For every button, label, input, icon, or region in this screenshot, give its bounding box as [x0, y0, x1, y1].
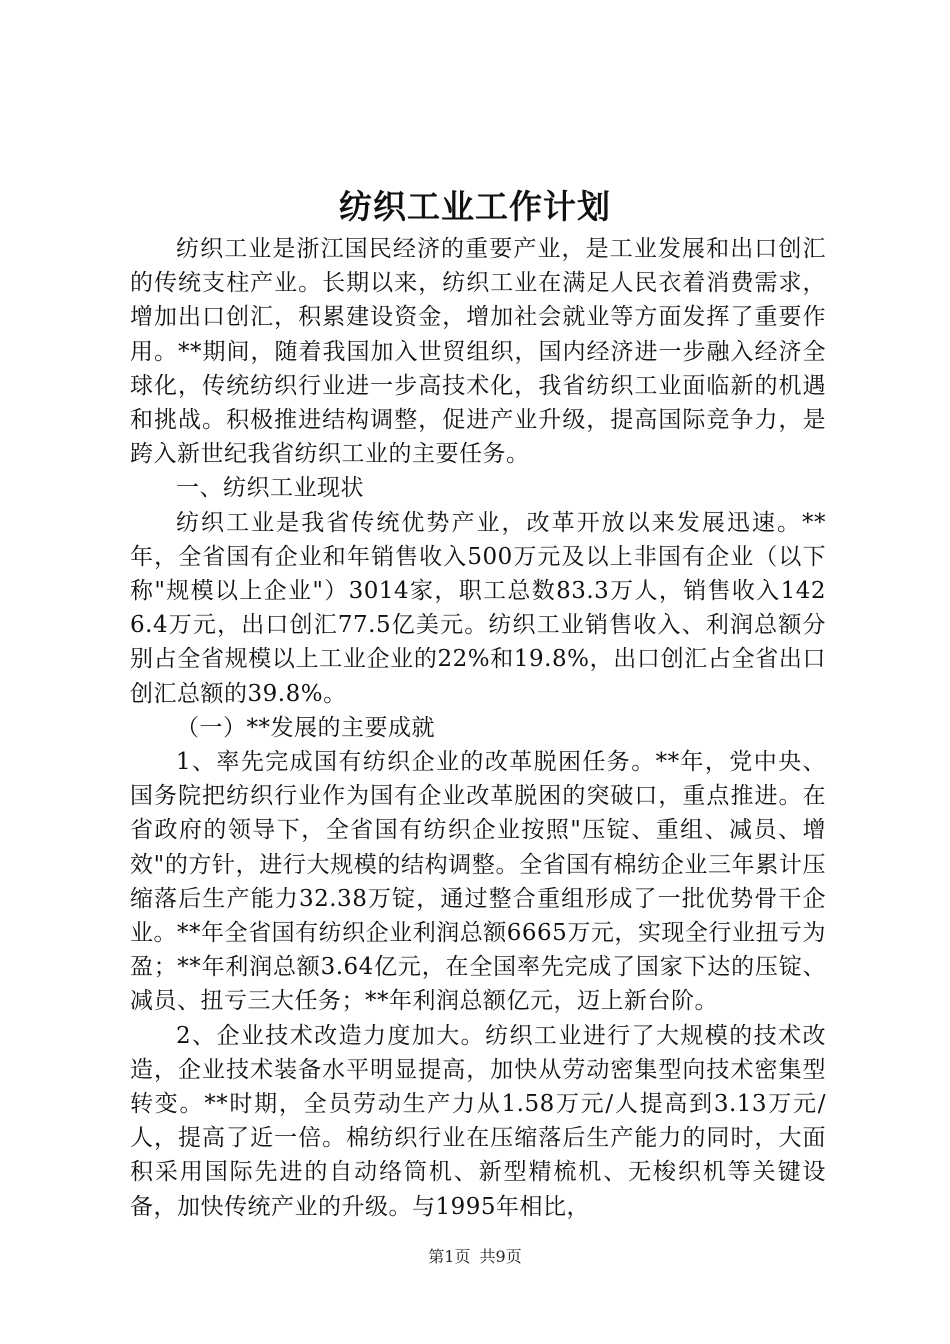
document-title: 纺织工业工作计划	[339, 187, 611, 226]
page-footer	[0, 1246, 950, 1268]
document-body	[130, 232, 826, 1224]
subsection-heading-achievements: （一）**发展的主要成就	[176, 714, 435, 741]
page-number: 第1页	[428, 1247, 471, 1266]
intro-paragraph: 纺织工业是浙江国民经济的重要产业，是工业发展和出口创汇的传统支柱产业。长期以来，纺织工业在满足人民衣着消费需求，增加出口创汇，积累建设资金，增加社会就业等方面发挥了重要作用。**期间，随着我国加入世贸组织，国内经济进一步融入经济全球化，传统纺织行业进一步高技术化，我省纺织工业面临新的机遇和挑战。积极推进结构调整，促进产业升级，提高国际竞争力，是跨入新世纪我省纺织工业的主要任务。	[130, 236, 826, 468]
section-heading-status: 一、纺织工业现状	[176, 475, 364, 502]
achievement-paragraph-2: 2、企业技术改造力度加大。纺织工业进行了大规模的技术改造，企业技术装备水平明显提高，加快从劳动密集型向技术密集型转变。**时期，全员劳动生产力从1.58万元/人提高到3.13万元/人，提高了近一倍。棉纺织行业在压缩落后生产能力的同时，大面积采用国际先进的自动络筒机、新型精梳机、无梭织机等关键设备，加快传统产业的升级。与1995年相比，	[130, 1022, 826, 1220]
achievement-paragraph-1: 1、率先完成国有纺织企业的改革脱困任务。**年，党中央、国务院把纺织行业作为国有企业改革脱困的突破口，重点推进。在省政府的领导下，全省国有纺织企业按照"压锭、重组、减员、增效"的方针，进行大规模的结构调整。全省国有棉纺企业三年累计压缩落后生产能力32.38万锭，通过整合重组形成了一批优势骨干企业。**年全省国有纺织企业利润总额6665万元，实现全行业扭亏为盈；**年利润总额3.64亿元，在全国率先完成了国家下达的压锭、减员、扭亏三大任务；**年利润总额亿元，迈上新台阶。	[130, 749, 826, 1015]
status-paragraph: 纺织工业是我省传统优势产业，改革开放以来发展迅速。**年，全省国有企业和年销售收入500万元及以上非国有企业（以下称"规模以上企业"）3014家，职工总数83.3万人，销售收入1426.4万元，出口创汇77.5亿美元。纺织工业销售收入、利润总额分别占全省规模以上工业企业的22%和19.8%，出口创汇占全省出口创汇总额的39.8%。	[130, 509, 826, 707]
page-total: 共9页	[479, 1247, 522, 1266]
